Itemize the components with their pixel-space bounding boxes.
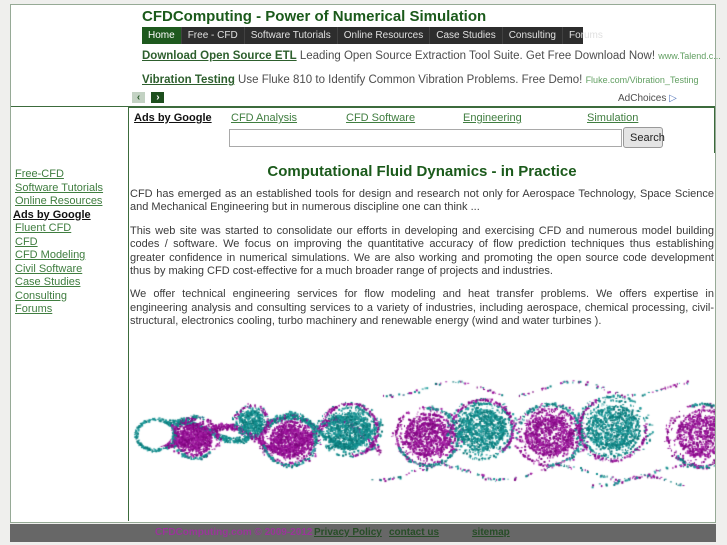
ads-by-google-box xyxy=(128,107,715,154)
adchoices-link[interactable] xyxy=(618,93,677,104)
page-heading: Computational Fluid Dynamics - in Practice xyxy=(267,163,577,180)
footer-copyright: CFDComputing.com © 2009-2012 xyxy=(155,527,313,538)
ad-1-url: www.Talend.c... xyxy=(658,51,721,61)
ad-prev-button[interactable]: ‹ xyxy=(132,92,145,103)
sidebar-item-consulting[interactable]: Consulting xyxy=(15,289,67,302)
ad-2-title-link[interactable]: Vibration Testing xyxy=(142,74,235,86)
nav-tab-case-studies[interactable]: Case Studies xyxy=(430,27,502,44)
nav-tab-consulting[interactable]: Consulting xyxy=(503,27,563,44)
ad-pager xyxy=(132,92,166,104)
main-content xyxy=(129,153,715,521)
adchoices-icon: ▷ xyxy=(669,93,677,104)
sidebar-item-forums[interactable]: Forums xyxy=(15,303,53,315)
nav-tab-home[interactable]: Home xyxy=(142,27,182,44)
ad-topic-link-engineering[interactable]: Engineering xyxy=(463,112,522,124)
main-nav xyxy=(142,27,603,44)
intro-paragraph: CFD has emerged as an established tools for design and research not only for Aerospace Technology, Space Science and Mechanical Engineering but in numerous discipline one can think ... xyxy=(130,188,714,214)
ad-1-title-link[interactable]: Download Open Source ETL xyxy=(142,50,297,62)
nav-tab-online-resources[interactable]: Online Resources xyxy=(338,27,430,44)
sidebar-item-fluent-cfd[interactable]: Fluent CFD xyxy=(15,222,72,234)
sidebar-item-online-resources[interactable]: Online Resources xyxy=(15,195,103,207)
vortex-street-simulation-image xyxy=(131,368,715,518)
ad-unit-1 xyxy=(142,50,721,66)
nav-tab-free-cfd[interactable]: Free - CFD xyxy=(182,27,245,44)
ad-search-button[interactable]: Search xyxy=(623,127,663,148)
footer-link-sitemap[interactable]: sitemap xyxy=(472,527,510,538)
ad-2-url: Fluke.com/Vibration_Testing xyxy=(585,75,699,85)
sidebar-item-free-cfd[interactable]: Free-CFD xyxy=(15,168,64,180)
nav-tab-forums[interactable]: Forums xyxy=(568,30,603,41)
ad-2-text: Use Fluke 810 to Identify Common Vibration Problems. Free Demo! xyxy=(234,74,586,86)
ad-1-text: Leading Open Source Extraction Tool Suite. Get Free Download Now! xyxy=(296,50,659,62)
sidebar-item-case-studies[interactable]: Case Studies xyxy=(15,276,81,288)
ads-by-google-label: Ads by Google xyxy=(134,112,212,124)
ad-topic-link-simulation[interactable]: Simulation xyxy=(587,112,639,124)
sidebar-item-cfd-modeling[interactable]: CFD Modeling xyxy=(15,249,86,261)
ad-topic-link-cfd-software[interactable]: CFD Software xyxy=(346,112,416,124)
header xyxy=(11,5,721,107)
footer xyxy=(10,524,716,542)
site-title: CFDComputing - Power of Numerical Simulation xyxy=(142,8,487,25)
sidebar xyxy=(11,107,129,521)
mission-paragraph: This web site was started to consolidate our efforts in developing and exercising CFD and numerous model building codes / software. We focus on improving the quantitative accuracy of flow prediction techniques thus establishing greater confidence in numerical simulations. We are also working and promoting the open source code development thus by making CFD cost-effective for a much broader range of projects and industries. xyxy=(130,224,714,278)
footer-link-contact-us[interactable]: contact us xyxy=(389,527,440,538)
sidebar-item-civil-software[interactable]: Civil Software xyxy=(15,262,83,275)
services-paragraph: We offer technical engineering services for flow modeling and heat transfer problems. We offers expertise in engineering analysis and consulting services to a variety of industries, including aerospace, chemical processing, civil-structural, electronics cooling, turbo machinery and renewable energy (wind and water turbines ). xyxy=(130,288,714,328)
footer-link-privacy-policy[interactable]: Privacy Policy xyxy=(314,527,382,538)
ad-search-input[interactable] xyxy=(229,129,622,147)
sidebar-ads-by-google-label: Ads by Google xyxy=(13,208,91,221)
ad-unit-2 xyxy=(142,74,714,90)
adchoices-label: AdChoices xyxy=(618,93,670,104)
sidebar-item-cfd[interactable]: CFD xyxy=(15,235,38,248)
nav-tab-software-tutorials[interactable]: Software Tutorials xyxy=(245,27,338,44)
ad-next-button[interactable]: › xyxy=(151,92,164,103)
sidebar-item-software-tutorials[interactable]: Software Tutorials xyxy=(15,181,104,194)
ad-topic-link-cfd-analysis[interactable]: CFD Analysis xyxy=(231,112,298,124)
page-container xyxy=(10,4,721,523)
